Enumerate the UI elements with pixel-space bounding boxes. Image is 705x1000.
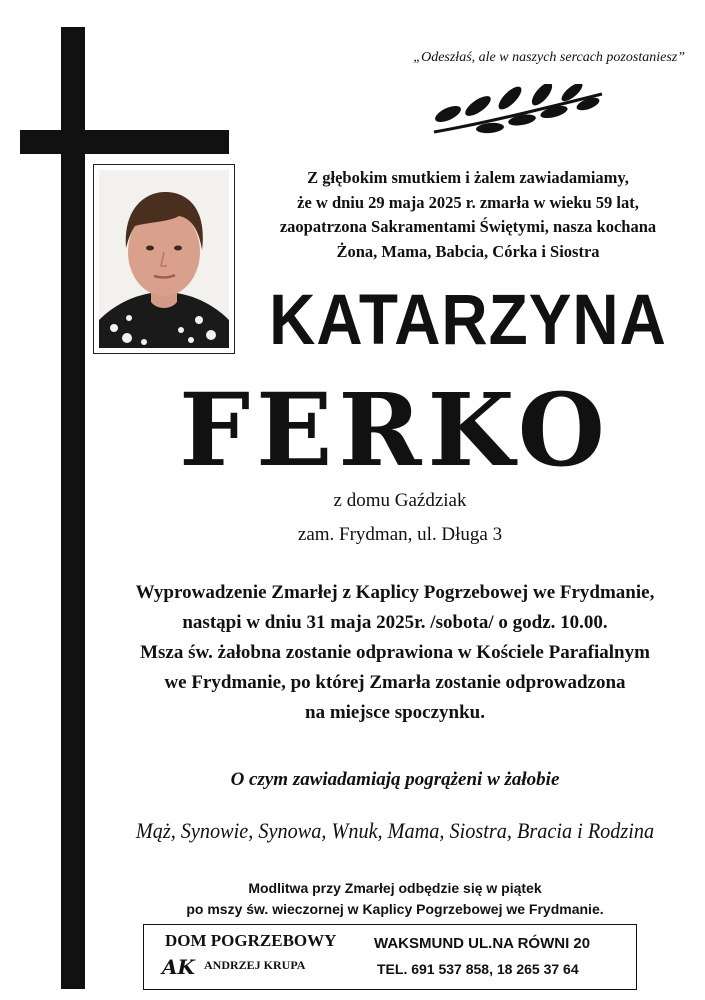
prayer-line: po mszy św. wieczornej w Kaplicy Pogrzebowej we Frydmanie. (186, 901, 604, 917)
cross-icon (61, 27, 85, 989)
grieving-intro: O czym zawiadamiają pogrążeni w żałobie (230, 769, 560, 790)
funeral-line: na miejsce spoczynku. (305, 702, 485, 723)
announcement-intro (238, 166, 698, 264)
intro-line: zaopatrzona Sakramentami Świętymi, nasza kochana (279, 217, 657, 236)
funeral-line: Msza św. żałobna zostanie odprawiona w Kościele Parafialnym (140, 642, 650, 663)
deceased-address: zam. Frydman, ul. Długa 3 (297, 524, 503, 545)
cross-arm (20, 130, 229, 154)
funeral-home-owner: ANDRZEJ KRUPA (204, 958, 306, 972)
portrait-frame (93, 164, 235, 354)
prayer-line: Modlitwa przy Zmarłej odbędzie się w piątek (248, 880, 542, 896)
funeral-home-phone: TEL. 691 537 858, 18 265 37 64 (377, 961, 579, 977)
funeral-details (95, 578, 695, 728)
funeral-line: we Frydmanie, po której Zmarła zostanie odprowadzona (164, 672, 626, 693)
maiden-name: z domu Gaździak (333, 490, 467, 511)
motto-quote: „Odeszłaś, ale w naszych sercach pozostaniesz” (413, 50, 685, 65)
funeral-home-box (143, 924, 637, 990)
funeral-home-logo (160, 954, 200, 978)
intro-line: że w dniu 29 maja 2025 r. zmarła w wieku 59 lat, (297, 192, 639, 212)
prayer-notice (95, 878, 695, 920)
portrait-photo (99, 170, 229, 348)
deceased-first-name: KATARZYNA (269, 278, 667, 360)
funeral-line: nastąpi w dniu 31 maja 2025r. /sobota/ o godz. 10.00. (182, 612, 608, 633)
funeral-home-name: DOM POGRZEBOWY (165, 931, 337, 950)
logo-letters: AK (162, 955, 195, 978)
intro-line: Z głębokim smutkiem i żalem zawiadamiamy, (307, 168, 629, 187)
funeral-home-address: WAKSMUND UL.NA RÓWNI 20 (374, 935, 591, 952)
funeral-line: Wyprowadzenie Zmarłej z Kaplicy Pogrzebowej we Frydmanie, (135, 582, 655, 603)
deceased-last-name: FERKO (179, 371, 611, 489)
mourners-list: Mąż, Synowie, Synowa, Wnuk, Mama, Siostra, Bracia i Rodzina (135, 818, 655, 843)
laurel-branch-icon (430, 84, 606, 138)
intro-line: Żona, Mama, Babcia, Córka i Siostra (336, 241, 600, 261)
